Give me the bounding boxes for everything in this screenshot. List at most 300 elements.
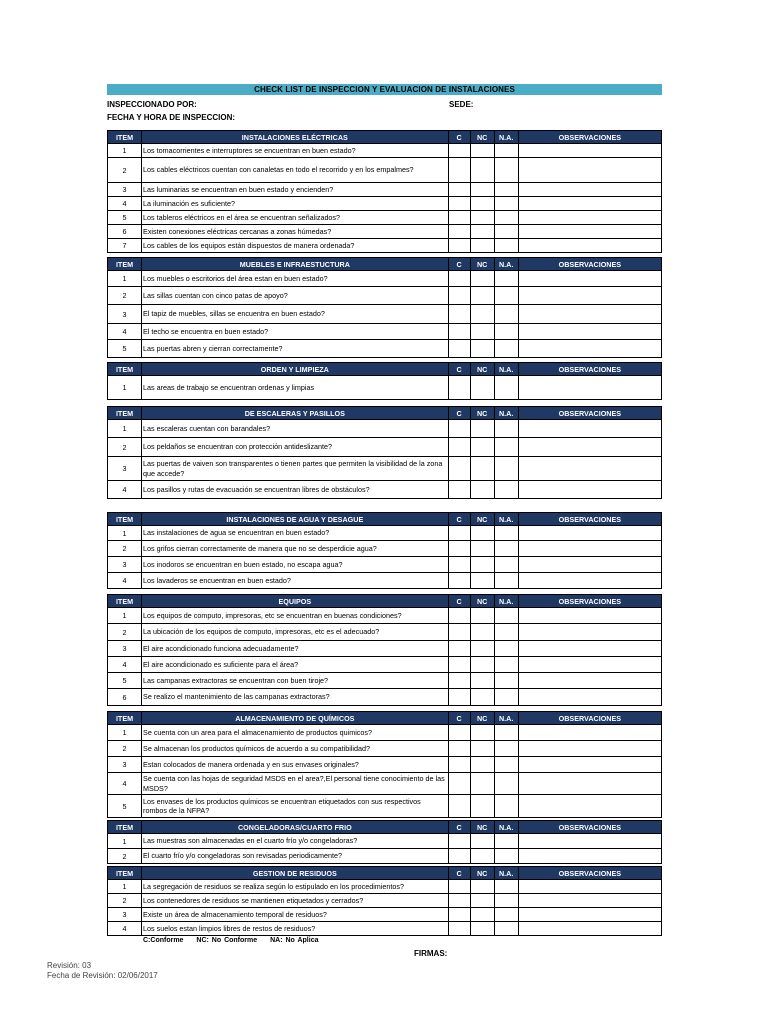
item-question: Los cables eléctricos cuentan con canaletas en todo el recorrido y en los empalmes?	[142, 158, 449, 183]
nc-cell[interactable]	[470, 340, 494, 358]
nc-cell[interactable]	[470, 438, 494, 457]
na-cell[interactable]	[494, 624, 518, 641]
observaciones-cell[interactable]	[518, 880, 661, 894]
item-number: 5	[108, 795, 142, 818]
table-row	[108, 641, 662, 657]
c-cell[interactable]	[448, 526, 470, 541]
table-row	[108, 557, 662, 573]
item-question: Las muestras son almacenadas en el cuarto frío y/o congeladoras?	[142, 834, 449, 849]
observaciones-cell[interactable]	[518, 158, 661, 183]
observaciones-cell[interactable]	[518, 225, 661, 239]
header-observaciones: OBSERVACIONES	[518, 131, 661, 144]
observaciones-cell[interactable]	[518, 657, 661, 673]
item-number: 2	[108, 158, 142, 183]
item-question: Los equipos de computo, impresoras, etc se encuentran en buenas condiciones?	[142, 608, 449, 624]
header-na: N.A.	[494, 407, 518, 420]
nc-cell[interactable]	[470, 624, 494, 641]
c-cell[interactable]	[448, 305, 470, 324]
c-cell[interactable]	[448, 673, 470, 689]
section-header-row	[108, 821, 662, 834]
section-title: INSTALACIONES DE AGUA Y DESAGUE	[142, 513, 449, 526]
na-cell[interactable]	[494, 725, 518, 741]
item-number: 6	[108, 225, 142, 239]
legend-no-conforme: NC: No Conforme	[196, 937, 258, 944]
na-cell[interactable]	[494, 271, 518, 287]
fecha-label: FECHA Y HORA DE INSPECCION:	[107, 113, 236, 122]
header-nc: NC	[470, 258, 494, 271]
item-question: Los tomacorrientes e interruptores se encuentran en buen estado?	[142, 144, 449, 158]
header-nc: NC	[470, 131, 494, 144]
section-title: EQUIPOS	[142, 595, 449, 608]
nc-cell[interactable]	[470, 849, 494, 864]
item-question: El aire acondicionado funciona adecuadamente?	[142, 641, 449, 657]
table-row	[108, 197, 662, 211]
table-row	[108, 795, 662, 818]
legend	[143, 937, 329, 944]
item-number: 6	[108, 689, 142, 706]
nc-cell[interactable]	[470, 239, 494, 253]
na-cell[interactable]	[494, 340, 518, 358]
header-na: N.A.	[494, 821, 518, 834]
item-number: 1	[108, 376, 142, 400]
nc-cell[interactable]	[470, 834, 494, 849]
na-cell[interactable]	[494, 541, 518, 557]
c-cell[interactable]	[448, 420, 470, 438]
observaciones-cell[interactable]	[518, 557, 661, 573]
section-table	[107, 257, 662, 358]
item-question: Los envases de los productos químicos se encuentran etiquetados con sus respectivos rombos de la NFPA?	[142, 795, 449, 818]
header-na: N.A.	[494, 363, 518, 376]
item-question: Los pasillos y rutas de evacuación se encuentran libres de obstáculos?	[142, 481, 449, 499]
table-row	[108, 757, 662, 773]
item-question: Los peldaños se encuentran con protección antideslizante?	[142, 438, 449, 457]
c-cell[interactable]	[448, 725, 470, 741]
observaciones-cell[interactable]	[518, 641, 661, 657]
c-cell[interactable]	[448, 908, 470, 922]
header-observaciones: OBSERVACIONES	[518, 513, 661, 526]
c-cell[interactable]	[448, 183, 470, 197]
observaciones-cell[interactable]	[518, 624, 661, 641]
c-cell[interactable]	[448, 773, 470, 795]
header-nc: NC	[470, 407, 494, 420]
na-cell[interactable]	[494, 183, 518, 197]
observaciones-cell[interactable]	[518, 420, 661, 438]
nc-cell[interactable]	[470, 481, 494, 499]
observaciones-cell[interactable]	[518, 894, 661, 908]
observaciones-cell[interactable]	[518, 922, 661, 936]
c-cell[interactable]	[448, 880, 470, 894]
observaciones-cell[interactable]	[518, 376, 661, 400]
observaciones-cell[interactable]	[518, 795, 661, 818]
header-c: C	[448, 595, 470, 608]
table-row	[108, 158, 662, 183]
nc-cell[interactable]	[470, 922, 494, 936]
header-item: ITEM	[108, 258, 142, 271]
observaciones-cell[interactable]	[518, 481, 661, 499]
na-cell[interactable]	[494, 894, 518, 908]
observaciones-cell[interactable]	[518, 183, 661, 197]
c-cell[interactable]	[448, 287, 470, 305]
observaciones-cell[interactable]	[518, 741, 661, 757]
item-question: Los tableros eléctricos en el área se encuentran señalizados?	[142, 211, 449, 225]
item-question: El techo se encuentra en buen estado?	[142, 324, 449, 340]
observaciones-cell[interactable]	[518, 834, 661, 849]
na-cell[interactable]	[494, 773, 518, 795]
table-row	[108, 673, 662, 689]
c-cell[interactable]	[448, 211, 470, 225]
item-question: Estan colocados de manera ordenada y en sus envases originales?	[142, 757, 449, 773]
header-c: C	[448, 712, 470, 725]
table-row	[108, 894, 662, 908]
table-row	[108, 420, 662, 438]
c-cell[interactable]	[448, 834, 470, 849]
table-row	[108, 608, 662, 624]
observaciones-cell[interactable]	[518, 773, 661, 795]
na-cell[interactable]	[494, 239, 518, 253]
na-cell[interactable]	[494, 908, 518, 922]
header-item: ITEM	[108, 821, 142, 834]
nc-cell[interactable]	[470, 305, 494, 324]
table-row	[108, 624, 662, 641]
c-cell[interactable]	[448, 144, 470, 158]
na-cell[interactable]	[494, 849, 518, 864]
item-question: Los lavaderos se encuentran en buen estado?	[142, 573, 449, 589]
c-cell[interactable]	[448, 922, 470, 936]
nc-cell[interactable]	[470, 689, 494, 706]
document-title: CHECK LIST DE INSPECCION Y EVALUACION DE INSTALACIONES	[107, 84, 662, 95]
table-row	[108, 183, 662, 197]
item-number: 3	[108, 457, 142, 481]
item-number: 1	[108, 608, 142, 624]
c-cell[interactable]	[448, 608, 470, 624]
section-header-row	[108, 595, 662, 608]
header-observaciones: OBSERVACIONES	[518, 363, 661, 376]
header-nc: NC	[470, 712, 494, 725]
item-question: Las escaleras cuentan con barandales?	[142, 420, 449, 438]
section-table	[107, 406, 662, 499]
nc-cell[interactable]	[470, 908, 494, 922]
header-item: ITEM	[108, 867, 142, 880]
header-c: C	[448, 867, 470, 880]
na-cell[interactable]	[494, 795, 518, 818]
nc-cell[interactable]	[470, 741, 494, 757]
c-cell[interactable]	[448, 239, 470, 253]
firmas-label: FIRMAS:	[414, 949, 448, 958]
na-cell[interactable]	[494, 481, 518, 499]
na-cell[interactable]	[494, 880, 518, 894]
nc-cell[interactable]	[470, 673, 494, 689]
na-cell[interactable]	[494, 197, 518, 211]
na-cell[interactable]	[494, 608, 518, 624]
item-number: 4	[108, 922, 142, 936]
header-nc: NC	[470, 363, 494, 376]
observaciones-cell[interactable]	[518, 573, 661, 589]
na-cell[interactable]	[494, 438, 518, 457]
nc-cell[interactable]	[470, 376, 494, 400]
section-title: MUEBLES E INFRAESTUCTURA	[142, 258, 449, 271]
observaciones-cell[interactable]	[518, 239, 661, 253]
nc-cell[interactable]	[470, 880, 494, 894]
observaciones-cell[interactable]	[518, 211, 661, 225]
na-cell[interactable]	[494, 324, 518, 340]
observaciones-cell[interactable]	[518, 541, 661, 557]
table-row	[108, 457, 662, 481]
item-number: 1	[108, 420, 142, 438]
c-cell[interactable]	[448, 457, 470, 481]
item-question: Los muebles o escritorios del área estan en buen estado?	[142, 271, 449, 287]
table-row	[108, 541, 662, 557]
header-observaciones: OBSERVACIONES	[518, 258, 661, 271]
table-row	[108, 239, 662, 253]
na-cell[interactable]	[494, 305, 518, 324]
header-item: ITEM	[108, 407, 142, 420]
item-question: Las puertas de vaiven son transparentes o tienen partes que permiten la visibilidad de la zona que accede?	[142, 457, 449, 481]
nc-cell[interactable]	[470, 573, 494, 589]
c-cell[interactable]	[448, 757, 470, 773]
section-table	[107, 866, 662, 936]
header-c: C	[448, 258, 470, 271]
item-number: 2	[108, 849, 142, 864]
section-table	[107, 711, 662, 818]
na-cell[interactable]	[494, 457, 518, 481]
header-na: N.A.	[494, 131, 518, 144]
nc-cell[interactable]	[470, 197, 494, 211]
table-row	[108, 834, 662, 849]
c-cell[interactable]	[448, 324, 470, 340]
item-question: Las luminarias se encuentran en buen estado y encienden?	[142, 183, 449, 197]
item-number: 3	[108, 757, 142, 773]
nc-cell[interactable]	[470, 225, 494, 239]
legend-no-aplica: NA: No Aplica	[270, 937, 319, 944]
na-cell[interactable]	[494, 557, 518, 573]
observaciones-cell[interactable]	[518, 457, 661, 481]
c-cell[interactable]	[448, 689, 470, 706]
item-question: Los contenedores de residuos se mantienen etiquetados y cerrados?	[142, 894, 449, 908]
na-cell[interactable]	[494, 526, 518, 541]
observaciones-cell[interactable]	[518, 757, 661, 773]
c-cell[interactable]	[448, 376, 470, 400]
nc-cell[interactable]	[470, 657, 494, 673]
na-cell[interactable]	[494, 158, 518, 183]
observaciones-cell[interactable]	[518, 305, 661, 324]
item-question: El cuarto frío y/o congeladoras son revisadas periodicamente?	[142, 849, 449, 864]
na-cell[interactable]	[494, 673, 518, 689]
observaciones-cell[interactable]	[518, 271, 661, 287]
item-number: 4	[108, 773, 142, 795]
header-c: C	[448, 821, 470, 834]
item-number: 4	[108, 481, 142, 499]
observaciones-cell[interactable]	[518, 725, 661, 741]
c-cell[interactable]	[448, 481, 470, 499]
observaciones-cell[interactable]	[518, 608, 661, 624]
nc-cell[interactable]	[470, 158, 494, 183]
nc-cell[interactable]	[470, 557, 494, 573]
inspeccionado-label: INSPECCIONADO POR:	[107, 100, 197, 109]
table-row	[108, 144, 662, 158]
nc-cell[interactable]	[470, 271, 494, 287]
c-cell[interactable]	[448, 158, 470, 183]
item-question: La ubicación de los equipos de computo, impresoras, etc es el adecuado?	[142, 624, 449, 641]
item-question: Las campanas extractoras se encuentran con buen tiroje?	[142, 673, 449, 689]
table-row	[108, 880, 662, 894]
na-cell[interactable]	[494, 641, 518, 657]
item-number: 1	[108, 880, 142, 894]
na-cell[interactable]	[494, 657, 518, 673]
item-number: 2	[108, 438, 142, 457]
c-cell[interactable]	[448, 271, 470, 287]
table-row	[108, 526, 662, 541]
item-number: 2	[108, 894, 142, 908]
nc-cell[interactable]	[470, 641, 494, 657]
c-cell[interactable]	[448, 573, 470, 589]
item-number: 5	[108, 211, 142, 225]
header-nc: NC	[470, 513, 494, 526]
section-title: ALMACENAMIENTO DE QUÍMICOS	[142, 712, 449, 725]
item-question: Los cables de los equipos están dispuestos de manera ordenada?	[142, 239, 449, 253]
observaciones-cell[interactable]	[518, 144, 661, 158]
observaciones-cell[interactable]	[518, 673, 661, 689]
na-cell[interactable]	[494, 144, 518, 158]
table-row	[108, 287, 662, 305]
c-cell[interactable]	[448, 340, 470, 358]
table-row	[108, 225, 662, 239]
header-item: ITEM	[108, 712, 142, 725]
item-number: 2	[108, 741, 142, 757]
na-cell[interactable]	[494, 211, 518, 225]
c-cell[interactable]	[448, 894, 470, 908]
item-number: 4	[108, 573, 142, 589]
item-question: La segregación de residuos se realiza según lo estipulado en los procedimientos?	[142, 880, 449, 894]
table-row	[108, 657, 662, 673]
section-table	[107, 820, 662, 864]
item-number: 2	[108, 541, 142, 557]
item-question: Se almacenan los productos químicos de acuerdo a su compatibilidad?	[142, 741, 449, 757]
item-question: El tapiz de muebles, sillas se encuentra en buen estado?	[142, 305, 449, 324]
nc-cell[interactable]	[470, 287, 494, 305]
observaciones-cell[interactable]	[518, 849, 661, 864]
observaciones-cell[interactable]	[518, 197, 661, 211]
nc-cell[interactable]	[470, 608, 494, 624]
item-question: Existe un área de almacenamiento temporal de residuos?	[142, 908, 449, 922]
table-row	[108, 271, 662, 287]
c-cell[interactable]	[448, 197, 470, 211]
nc-cell[interactable]	[470, 420, 494, 438]
header-c: C	[448, 513, 470, 526]
table-row	[108, 340, 662, 358]
header-nc: NC	[470, 821, 494, 834]
c-cell[interactable]	[448, 849, 470, 864]
c-cell[interactable]	[448, 741, 470, 757]
c-cell[interactable]	[448, 557, 470, 573]
c-cell[interactable]	[448, 795, 470, 818]
section-header-row	[108, 131, 662, 144]
header-item: ITEM	[108, 513, 142, 526]
nc-cell[interactable]	[470, 757, 494, 773]
c-cell[interactable]	[448, 225, 470, 239]
item-question: Se realizo el mantenimiento de las campanas extractoras?	[142, 689, 449, 706]
na-cell[interactable]	[494, 420, 518, 438]
item-question: Se cuenta con un area para el almacenamiento de productos quimicos?	[142, 725, 449, 741]
header-c: C	[448, 131, 470, 144]
nc-cell[interactable]	[470, 773, 494, 795]
table-row	[108, 689, 662, 706]
observaciones-cell[interactable]	[518, 324, 661, 340]
item-number: 5	[108, 340, 142, 358]
header-observaciones: OBSERVACIONES	[518, 407, 661, 420]
nc-cell[interactable]	[470, 894, 494, 908]
na-cell[interactable]	[494, 225, 518, 239]
section-title: GESTION DE RESIDUOS	[142, 867, 449, 880]
nc-cell[interactable]	[470, 526, 494, 541]
item-question: Las areas de trabajo se encuentran ordenas y limpias	[142, 376, 449, 400]
na-cell[interactable]	[494, 834, 518, 849]
table-row	[108, 481, 662, 499]
observaciones-cell[interactable]	[518, 438, 661, 457]
nc-cell[interactable]	[470, 211, 494, 225]
item-number: 7	[108, 239, 142, 253]
table-row	[108, 573, 662, 589]
nc-cell[interactable]	[470, 183, 494, 197]
observaciones-cell[interactable]	[518, 287, 661, 305]
header-observaciones: OBSERVACIONES	[518, 712, 661, 725]
nc-cell[interactable]	[470, 457, 494, 481]
observaciones-cell[interactable]	[518, 689, 661, 706]
observaciones-cell[interactable]	[518, 908, 661, 922]
table-row	[108, 725, 662, 741]
header-item: ITEM	[108, 595, 142, 608]
na-cell[interactable]	[494, 376, 518, 400]
na-cell[interactable]	[494, 573, 518, 589]
item-number: 3	[108, 908, 142, 922]
nc-cell[interactable]	[470, 725, 494, 741]
c-cell[interactable]	[448, 641, 470, 657]
nc-cell[interactable]	[470, 324, 494, 340]
c-cell[interactable]	[448, 541, 470, 557]
na-cell[interactable]	[494, 741, 518, 757]
na-cell[interactable]	[494, 757, 518, 773]
nc-cell[interactable]	[470, 144, 494, 158]
na-cell[interactable]	[494, 689, 518, 706]
c-cell[interactable]	[448, 438, 470, 457]
na-cell[interactable]	[494, 287, 518, 305]
item-number: 1	[108, 834, 142, 849]
item-number: 3	[108, 557, 142, 573]
item-question: Los inodoros se encuentran en buen estado, no escapa agua?	[142, 557, 449, 573]
header-item: ITEM	[108, 363, 142, 376]
c-cell[interactable]	[448, 657, 470, 673]
item-number: 2	[108, 287, 142, 305]
na-cell[interactable]	[494, 922, 518, 936]
section-title: CONGELADORAS/CUARTO FRIO	[142, 821, 449, 834]
observaciones-cell[interactable]	[518, 340, 661, 358]
table-row	[108, 438, 662, 457]
section-header-row	[108, 258, 662, 271]
nc-cell[interactable]	[470, 541, 494, 557]
header-nc: NC	[470, 867, 494, 880]
item-question: La iluminación es suficiente?	[142, 197, 449, 211]
table-row	[108, 211, 662, 225]
item-question: Existen conexiones eléctricas cercanas a zonas húmedas?	[142, 225, 449, 239]
nc-cell[interactable]	[470, 795, 494, 818]
observaciones-cell[interactable]	[518, 526, 661, 541]
header-observaciones: OBSERVACIONES	[518, 867, 661, 880]
table-row	[108, 849, 662, 864]
revision-date: Fecha de Revisión: 02/06/2017	[47, 971, 158, 980]
item-number: 4	[108, 324, 142, 340]
table-row	[108, 773, 662, 795]
section-table	[107, 130, 662, 253]
c-cell[interactable]	[448, 624, 470, 641]
